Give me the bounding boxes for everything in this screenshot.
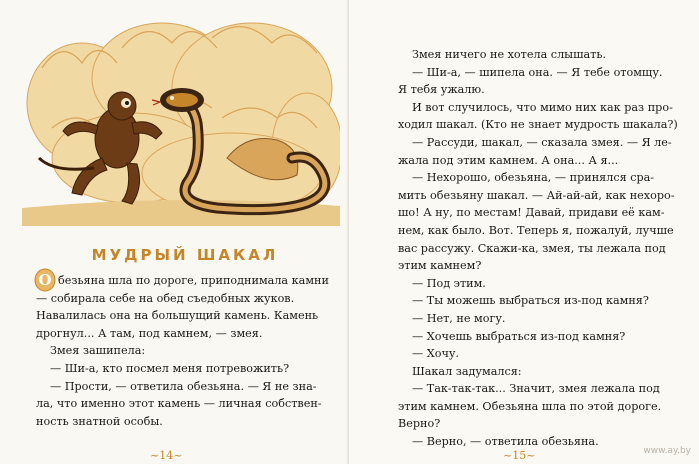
right-page-body bbox=[398, 46, 688, 451]
text-line: Шакал задумался: bbox=[412, 364, 522, 378]
text-line: И вот случилось, что мимо них как раз про- bbox=[412, 100, 673, 114]
text-line: вас рассужу. Скажи-ка, змея, ты лежала под bbox=[398, 241, 666, 255]
text-line: — Ши-а, кто посмел меня потревожить? bbox=[50, 361, 290, 375]
ornament-icon: ~ bbox=[503, 449, 513, 462]
text-line: — собирала себе на обед съедобных жуков. bbox=[36, 291, 295, 305]
text-line: — Ши-а, — шипела она. — Я тебе отомщу. bbox=[412, 65, 663, 79]
text-line: жала под этим камнем. А она... А я... bbox=[398, 153, 619, 167]
text-line: мить обезьяну шакал. — Ай-ай-ай, как нехоро- bbox=[398, 188, 675, 202]
text-line: — Хочу. bbox=[412, 347, 459, 361]
text-line: ходил шакал. (Кто не знает мудрость шакала?) bbox=[398, 118, 678, 132]
page-number-left bbox=[150, 449, 182, 462]
page-number-right bbox=[503, 449, 535, 462]
text-line: этим камнем. Обезьяна шла по этой дороге. bbox=[398, 399, 662, 413]
text-line: — Хочешь выбраться из-под камня? bbox=[412, 329, 626, 343]
ornament-icon: ~ bbox=[526, 449, 536, 462]
page-number-text: 15 bbox=[512, 449, 527, 462]
text-line: — Нет, не могу. bbox=[412, 311, 506, 325]
ornament-icon: ~ bbox=[173, 449, 183, 462]
left-page bbox=[0, 0, 349, 464]
text-line: Верно? bbox=[398, 417, 441, 431]
text-line: — Прости, — ответила обезьяна. — Я не зна- bbox=[50, 379, 317, 393]
text-line: — Так-так-так... Значит, змея лежала под bbox=[412, 382, 660, 396]
text-line: — Под этим. bbox=[412, 276, 486, 290]
text-line: нем, как было. Вот. Теперь я, пожалуй, лучше bbox=[398, 223, 674, 237]
chapter-title: МУДРЫЙ ШАКАЛ bbox=[91, 246, 279, 264]
text-line: Навалилась она на большущий камень. Камень bbox=[36, 309, 319, 323]
text-line: Я тебя ужалю. bbox=[398, 83, 485, 97]
illustration-monkey-and-snake bbox=[22, 8, 340, 226]
text-line: — Ты можешь выбраться из-под камня? bbox=[412, 294, 649, 308]
text-line: ла, что именно этот камень — личная собствен- bbox=[36, 397, 322, 411]
left-page-body bbox=[36, 272, 336, 430]
text-line: — Нехорошо, обезьяна, — принялся сра- bbox=[412, 171, 655, 185]
drop-cap-text: О bbox=[38, 271, 52, 289]
page-number-text: 14 bbox=[159, 449, 174, 462]
text-line: шо! А ну, по местам! Давай, придави её кам- bbox=[398, 206, 665, 220]
text-line: безьяна шла по дороге, приподнимала камни bbox=[58, 274, 329, 287]
text-line: ность знатной особы. bbox=[36, 414, 163, 428]
text-line: Змея зашипела: bbox=[50, 344, 146, 358]
text-line: Змея ничего не хотела слышать. bbox=[412, 48, 606, 61]
ornament-icon: ~ bbox=[150, 449, 160, 462]
text-line: — Рассуди, шакал, — сказала змея. — Я ле- bbox=[412, 135, 672, 149]
watermark: www.ay.by bbox=[643, 446, 691, 456]
text-line: этим камнем? bbox=[398, 259, 482, 273]
text-line: — Верно, — ответила обезьяна. bbox=[412, 435, 599, 449]
text-line: дрогнул... А там, под камнем, — змея. bbox=[36, 326, 263, 340]
